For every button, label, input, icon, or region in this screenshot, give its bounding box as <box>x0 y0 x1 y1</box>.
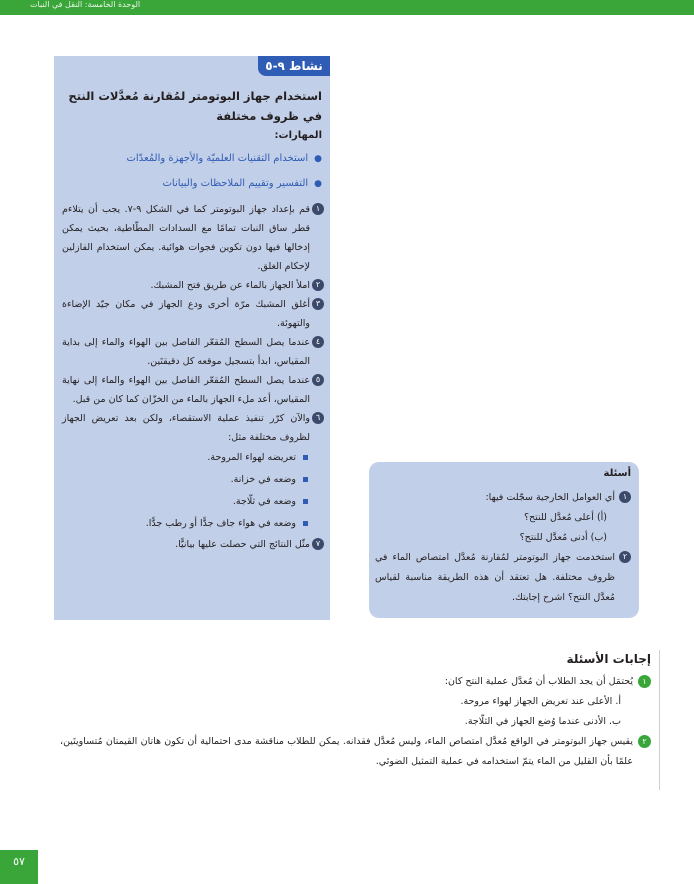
step-number: ٦ <box>312 412 324 424</box>
answer-sub-b: ب. الأدنى عندما وُضع الجهاز في الثلّاجة. <box>464 716 621 727</box>
condition-item: وضعه في خزانة. <box>62 469 310 491</box>
steps-list <box>62 200 324 554</box>
step-number: ٤ <box>312 336 324 348</box>
step-number: ٢ <box>312 279 324 291</box>
step-number: ٥ <box>312 374 324 386</box>
condition-item: وضعه في هواء جاف جدًّا أو رطب جدًّا. <box>62 513 310 535</box>
answers-title: إجابات الأسئلة <box>566 652 651 666</box>
step-item: ٣ أغلق المشبك مرّة أخرى ودع الجهاز في مكان جيّد الإضاءة والتهوئة. <box>62 295 324 333</box>
questions-box <box>369 462 639 618</box>
step-item: ٦ والآن كرّر تنفيذ عملية الاستقصاء، ولكن بعد تعريض الجهاز لظروف مختلفة مثل: <box>62 409 324 447</box>
question-sub-b: (ب) أدنى مُعدَّل للنتح؟ <box>519 532 607 543</box>
condition-item: تعريضه لهواء المروحة. <box>62 447 310 469</box>
step-number: ٣ <box>312 298 324 310</box>
answer-sub-a: أ. الأعلى عند تعريض الجهاز لهواء مروحة. <box>460 696 621 707</box>
step-item: ٤ عندما يصل السطح المُقعّر الفاصل بين الهواء والماء إلى بداية المقياس، ابدأ بتسجيل موقعه كل دقيقتَين. <box>62 333 324 371</box>
step-number: ٧ <box>312 538 324 550</box>
question-number: ١ <box>619 491 631 503</box>
activity-box <box>54 56 330 620</box>
square-bullet-icon <box>303 455 308 460</box>
questions-title: أسئلة <box>603 468 631 479</box>
question-sub-a: (أ) أعلى مُعدَّل للنتح؟ <box>524 512 607 523</box>
answer-number: ٢ <box>638 735 651 748</box>
running-title: الوحدة الخامسة: النقل في النبات <box>30 0 141 9</box>
bullet-icon: ● <box>314 179 322 189</box>
skill-item: ●التفسير وتقييم الملاحظات والبيانات <box>162 178 322 189</box>
page-number: ٥٧ <box>0 850 38 884</box>
step-item: ٥ عندما يصل السطح المُقعّر الفاصل بين الهواء والماء إلى نهاية المقياس، أعد ملء الجهاز بالماء من الخزّان كما كان من قبل. <box>62 371 324 409</box>
step-item: ٧ مثّل النتائج التي حصلت عليها بيانيًّا. <box>62 535 324 554</box>
answer-item: ٢ يقيس جهاز البوتومتر في الواقع مُعدَّل امتصاص الماء، وليس مُعدَّل فقدانه. يمكن للطلاب مناقشة مدى احتمالية أن تكون هاتان القيمتان مُتساويتَين، علمًا بأن القليل من الماء يتمّ استخدامه في عملية التمثيل الضوئي. <box>60 732 651 772</box>
question-item: ١ أي العوامل الخارجية سجّلت فيها: <box>375 488 631 508</box>
question-number: ٢ <box>619 551 631 563</box>
top-header-bar <box>0 0 694 15</box>
bullet-icon: ● <box>314 154 322 164</box>
question-item: ٢ استخدمت جهاز البوتومتر لمُقارنة مُعدَّل امتصاص الماء في ظروف مختلفة. هل تعتقد أن هذه الطريقة مناسبة لقياس مُعدَّل النتح؟ اشرح إجابتك. <box>375 548 631 608</box>
skill-item: ●استخدام التقنيات العلميّة والأجهزة والمُعدّات <box>126 153 322 164</box>
activity-title: استخدام جهاز البوتومتر لمُقارنة مُعدَّلات النتح في ظروف مختلفة <box>68 89 322 123</box>
activity-label: نشاط ٩-٥ <box>258 56 330 76</box>
step-item: ٢ املأ الجهاز بالماء عن طريق فتح المشبك. <box>62 276 324 295</box>
answer-item: ١ يُحتمَل أن يجد الطلاب أن مُعدَّل عملية النتح كان: <box>60 672 651 692</box>
answer-number: ١ <box>638 675 651 688</box>
conditions-list <box>62 447 324 535</box>
answers-section <box>60 650 660 790</box>
square-bullet-icon <box>303 521 308 526</box>
condition-item: وضعه في ثلّاجة. <box>62 491 310 513</box>
step-number: ١ <box>312 203 324 215</box>
square-bullet-icon <box>303 499 308 504</box>
skills-heading: المهارات: <box>274 130 322 141</box>
square-bullet-icon <box>303 477 308 482</box>
questions-list <box>375 488 631 608</box>
step-item: ١ قم بإعداد جهاز البوتومتر كما في الشكل ٩-٧. يجب أن يتلاءم قطر ساق النبات تمامًا مع السدادات المطّاطية، بحيث يمكن إدخالها فيها دون تكوين فجوات هوائية. يمكن استخدام الفازلين لإحكام الغلق. <box>62 200 324 276</box>
